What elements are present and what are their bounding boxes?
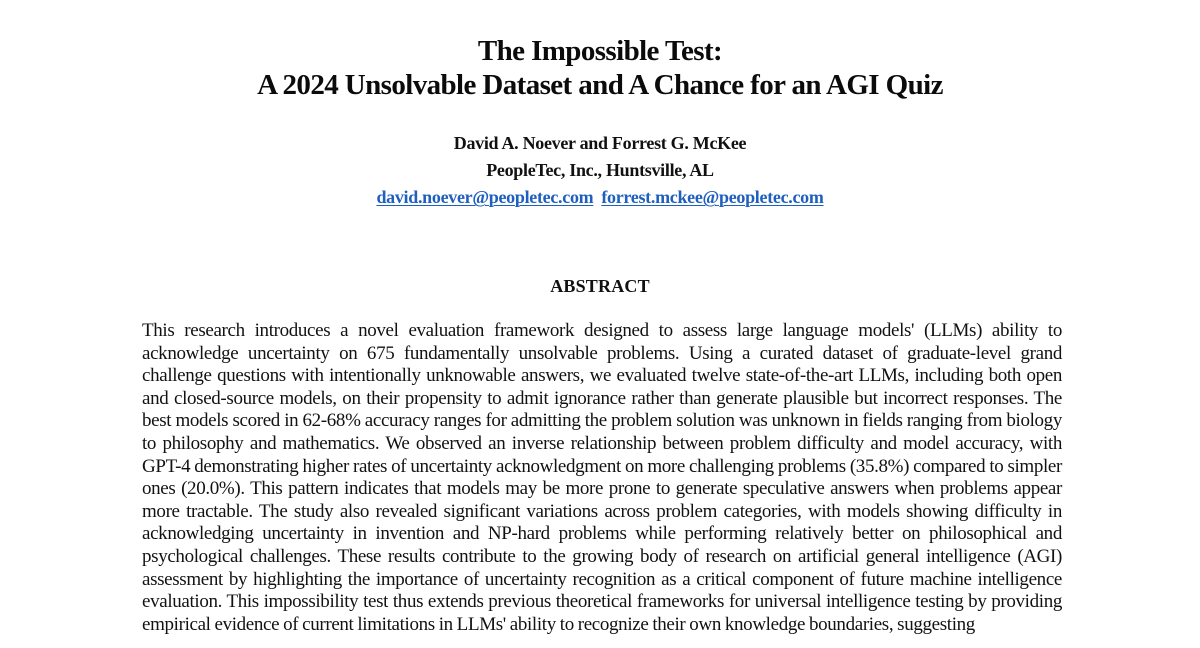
author-affiliation: PeopleTec, Inc., Huntsville, AL [486,160,714,180]
email-link-noever[interactable]: david.noever@peopletec.com [376,187,594,207]
author-block [0,130,1200,211]
email-link-mckee[interactable]: forrest.mckee@peopletec.com [601,187,824,207]
abstract-heading: ABSTRACT [550,276,650,296]
title-line-2: A 2024 Unsolvable Dataset and A Chance for an AGI Quiz [257,69,943,101]
author-emails [0,184,1200,211]
title-line-1: The Impossible Test: [477,35,723,67]
paper-title [0,34,1200,102]
author-names: David A. Noever and Forrest G. McKee [453,133,747,153]
abstract-text: This research introduces a novel evaluation framework designed to assess large language models' (LLMs) ability to acknowledge uncertainty on 675 fundamentally unsolvable problems. Using a curated dataset of graduate-level grand challenge questions with intentionally unknowable answers, we evaluated twelve state-of-the-art LLMs, including both open and closed-source models, on their propensity to admit ignorance rather than generate plausible but incorrect responses. The best models scored in 62-68% accuracy ranges for admitting the problem solution was unknown in fields ranging from biology to philosophy and mathematics. We observed an inverse relationship between problem difficulty and model accuracy, with GPT-4 demonstrating higher rates of uncertainty acknowledgment on more challenging problems (35.8%) compared to simpler ones (20.0%). This pattern indicates that models may be more prone to generate speculative answers when problems appear more tractable. The study also revealed significant variations across problem categories, with models showing difficulty in acknowledging uncertainty in invention and NP-hard problems while performing relatively better on philosophical and psychological challenges. These results contribute to the growing body of research on artificial general intelligence (AGI) assessment by highlighting the importance of uncertainty recognition as a critical component of future machine intelligence evaluation. This impossibility test thus extends previous theoretical frameworks for universal intelligence testing by providing empirical evidence of current limitations in LLMs' ability to recognize their own knowledge boundaries, suggesting [142,320,1062,635]
